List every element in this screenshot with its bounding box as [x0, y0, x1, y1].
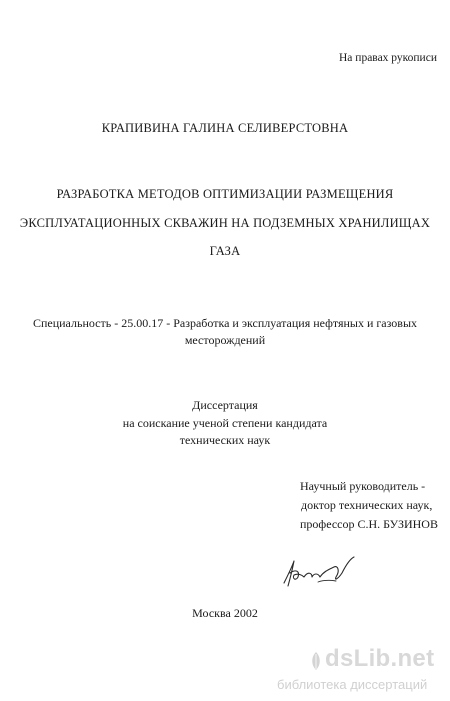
dissertation-line-1: Диссертация: [192, 398, 258, 412]
leaf-icon: [309, 651, 323, 671]
specialty-line-2: месторождений: [184, 333, 266, 347]
author-name: КРАПИВИНА ГАЛИНА СЕЛИВЕРСТОВНА: [101, 121, 349, 135]
watermark: [271, 645, 446, 697]
city-year: Москва 2002: [192, 606, 258, 620]
supervisor-line-2: доктор технических наук,: [301, 498, 433, 512]
title-line-1: РАЗРАБОТКА МЕТОДОВ ОПТИМИЗАЦИИ РАЗМЕЩЕНИЯ: [56, 187, 394, 201]
rights-note: На правах рукописи: [339, 52, 437, 64]
dissertation-line-3: технических наук: [179, 433, 271, 447]
title-line-2: ЭКСПЛУАТАЦИОННЫХ СКВАЖИН НА ПОДЗЕМНЫХ ХРАНИЛИЩАХ: [19, 216, 431, 230]
supervisor-line-1: Научный руководитель -: [300, 479, 426, 493]
specialty-line-1: Специальность - 25.00.17 - Разработка и эксплуатация нефтяных и газовых: [32, 316, 418, 330]
handwritten-signature: [278, 553, 368, 591]
title-line-3: ГАЗА: [209, 244, 241, 258]
dissertation-line-2: на соискание ученой степени кандидата: [122, 416, 328, 430]
watermark-logo: dsLib.net: [325, 645, 435, 672]
supervisor-line-3: профессор С.Н. БУЗИНОВ: [300, 517, 438, 531]
watermark-subtitle: библиотека диссертаций: [277, 677, 428, 692]
